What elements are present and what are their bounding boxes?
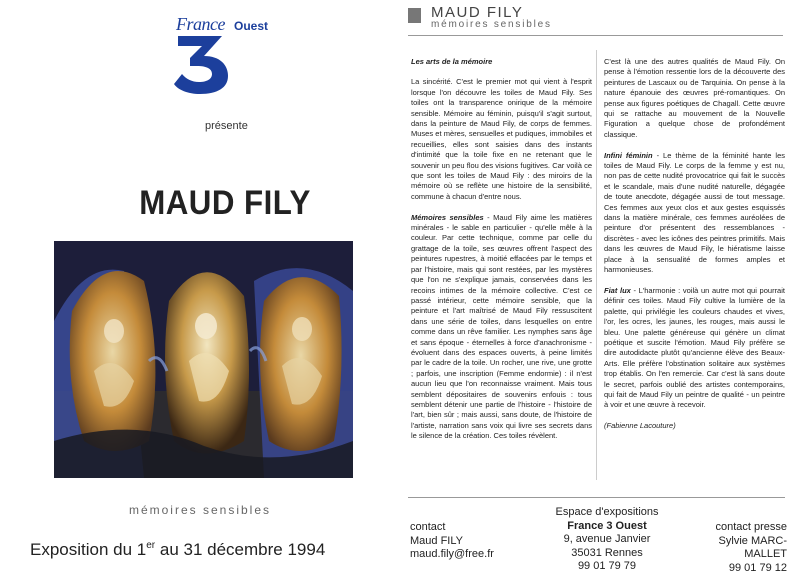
logo-region: Ouest <box>234 19 269 33</box>
article-paragraph: Mémoires sensibles - Maud Fily aime les matières minérales - le sable en particulier - qu'elle mêle à la couleur. Par cette technique, comme par celle du grattage de la toile, ses œuvres offrent l'aspect des peintures rupestres, à moitié effacées par le temps et par l'histoire, mais qui sont restées, par les mystères que l'on ne s'explique jamais, conservées dans les recoins intimes de la mémoire collective. C'est ce passé intérieur, cette mémoire sensible, que la peinture et l'art maîtrisé de Maud Fily ressuscitent dans une série de toiles, dans lesquelles on entre comme dans un rêve familier. Les nymphes sans âge et sans époque - éternelles à force d'anachronisme - évoluent dans des espaces ouverts, à peine limités par le cadre de la toile. Un rocher, une rive, une grotte ; parfois, une inscription (Femme endormie) : il n'est aucun lieu que l'on reconnaisse vraiment. Mais tous semblent dépositaires de souvenirs enfouis : tous semblent détenir une partie de l'histoire - l'histoire de l'art, bien sûr ; mais aussi, sans doute, de l'histoire de l'artiste, narration sans voix qui livre ses secrets dans le silence de la création. Ces toiles révèlent. <box>411 212 592 441</box>
article-paragraph: C'est là une des autres qualités de Maud Fily. On pense à l'émotion ressentie lors de la découverte des peintures de Lascaux ou de Tarquinia. On pense à la nature épanouie des œuvres pré-romantiques. On pense aux figures poétiques de Chagall. Cette œuvre qui se rattache au mouvement de la Nouvelle Figuration a quelque chose de profondément classique. <box>604 57 785 139</box>
contact-label: contact <box>410 521 446 533</box>
article-paragraph: Infini féminin - Le thème de la féminité hante les toiles de Maud Fily. Le corps de la femme y est nu, non pas de cette nudité provocatrice qui fait le succès et le scandale, mais d'une nudité naturelle, dégagée de toute anecdote, dégagée aussi de tout message. Ces femmes aux yeux clos et aux gestes esquissés dans la matière minérale, ces femmes auréolées de peinture d'or présentent des ressemblances - discrètes - avec les icônes des peintres primitifs. Mais dans les œuvres de Maud Fily, le hiératisme laisse place à la sensualité de formes amples et harmonieuses. <box>604 150 785 275</box>
press-phone: 99 01 79 12 <box>728 561 787 574</box>
header-square <box>408 8 421 23</box>
contact-name: Maud FILY <box>410 534 463 547</box>
article-column-1 <box>411 57 592 452</box>
footer-divider <box>408 497 785 498</box>
header-divider <box>408 35 783 36</box>
article-title: Les arts de la mémoire <box>411 57 493 66</box>
press-name: Sylvie MARC-MALLET <box>718 534 787 560</box>
presents-label: présente <box>205 120 248 132</box>
artist-name: MAUD FILY <box>139 184 311 222</box>
column-divider <box>596 50 597 480</box>
article-signature: (Fabienne Lacouture) <box>604 421 676 431</box>
article-paragraph: Fiat lux - L'harmonie : voilà un autre mot qui pourrait définir ces toiles. Maud Fily cultive la lumière de la palette, qui privilégie les couleurs chaudes et vives, l'or, les ocres, les jaunes, les rouges, mais aussi le bleu. Une palette généreuse qui génère un climat poétique et suscite l'émotion. Maud Fily préfère se dire autodidacte plutôt qu'ancienne élève des Beaux-Arts. Elle préfère l'obstination solitaire aux systèmes trop établis. On l'en remercie. Car c'est là sans doute le secret, parfois oublié des artistes contemporains, qui fait de Maud Fily un peintre de qualité - un peintre à voir et une œuvre à recevoir. <box>604 285 785 410</box>
exhibition-dates: Exposition du 1er au 31 décembre 1994 <box>30 540 326 559</box>
venue-city: 35031 Rennes <box>571 546 643 559</box>
logo-number-3 <box>172 32 232 94</box>
article-column-2 <box>604 57 785 442</box>
header-subtitle: mémoires sensibles <box>431 19 552 30</box>
header-title: MAUD FILY <box>431 4 524 21</box>
venue-street: 9, avenue Janvier <box>563 533 651 545</box>
france3-ouest-logo <box>172 14 272 94</box>
logo-brand: France <box>176 14 225 34</box>
venue-label: Espace d'expositions <box>555 506 659 518</box>
venue-phone: 99 01 79 79 <box>577 560 637 572</box>
painting-image <box>54 241 353 478</box>
contact-email[interactable]: maud.fily@free.fr <box>410 548 494 560</box>
venue-name: France 3 Ouest <box>567 519 647 532</box>
press-contact <box>682 521 787 575</box>
artist-contact <box>410 521 494 562</box>
article-paragraph: La sincérité. C'est le premier mot qui vient à l'esprit lorsque l'on découvre les toiles de Maud Fily. Ses toiles ont la transparence onirique de la mémoire sensible. Mémoire au féminin, puisqu'il s'agit surtout, dans la peinture de Maud Fily, de corps de femmes. Muses et mères, sensuelles et pudiques, immobiles et recueillies, elles sont saisies dans des instants d'intimité que la toile fixe en ne retenant que le souvenir un peu flou des visions fugitives. Car voilà ce que sont les toiles de Maud Fily : des miroirs de la mémoire où se reflète une histoire de la sensibilité, commune à chacun d'entre nous. <box>411 77 592 201</box>
left-subtitle: mémoires sensibles <box>128 503 272 517</box>
press-label: contact presse <box>715 521 787 533</box>
venue-block <box>537 506 677 574</box>
